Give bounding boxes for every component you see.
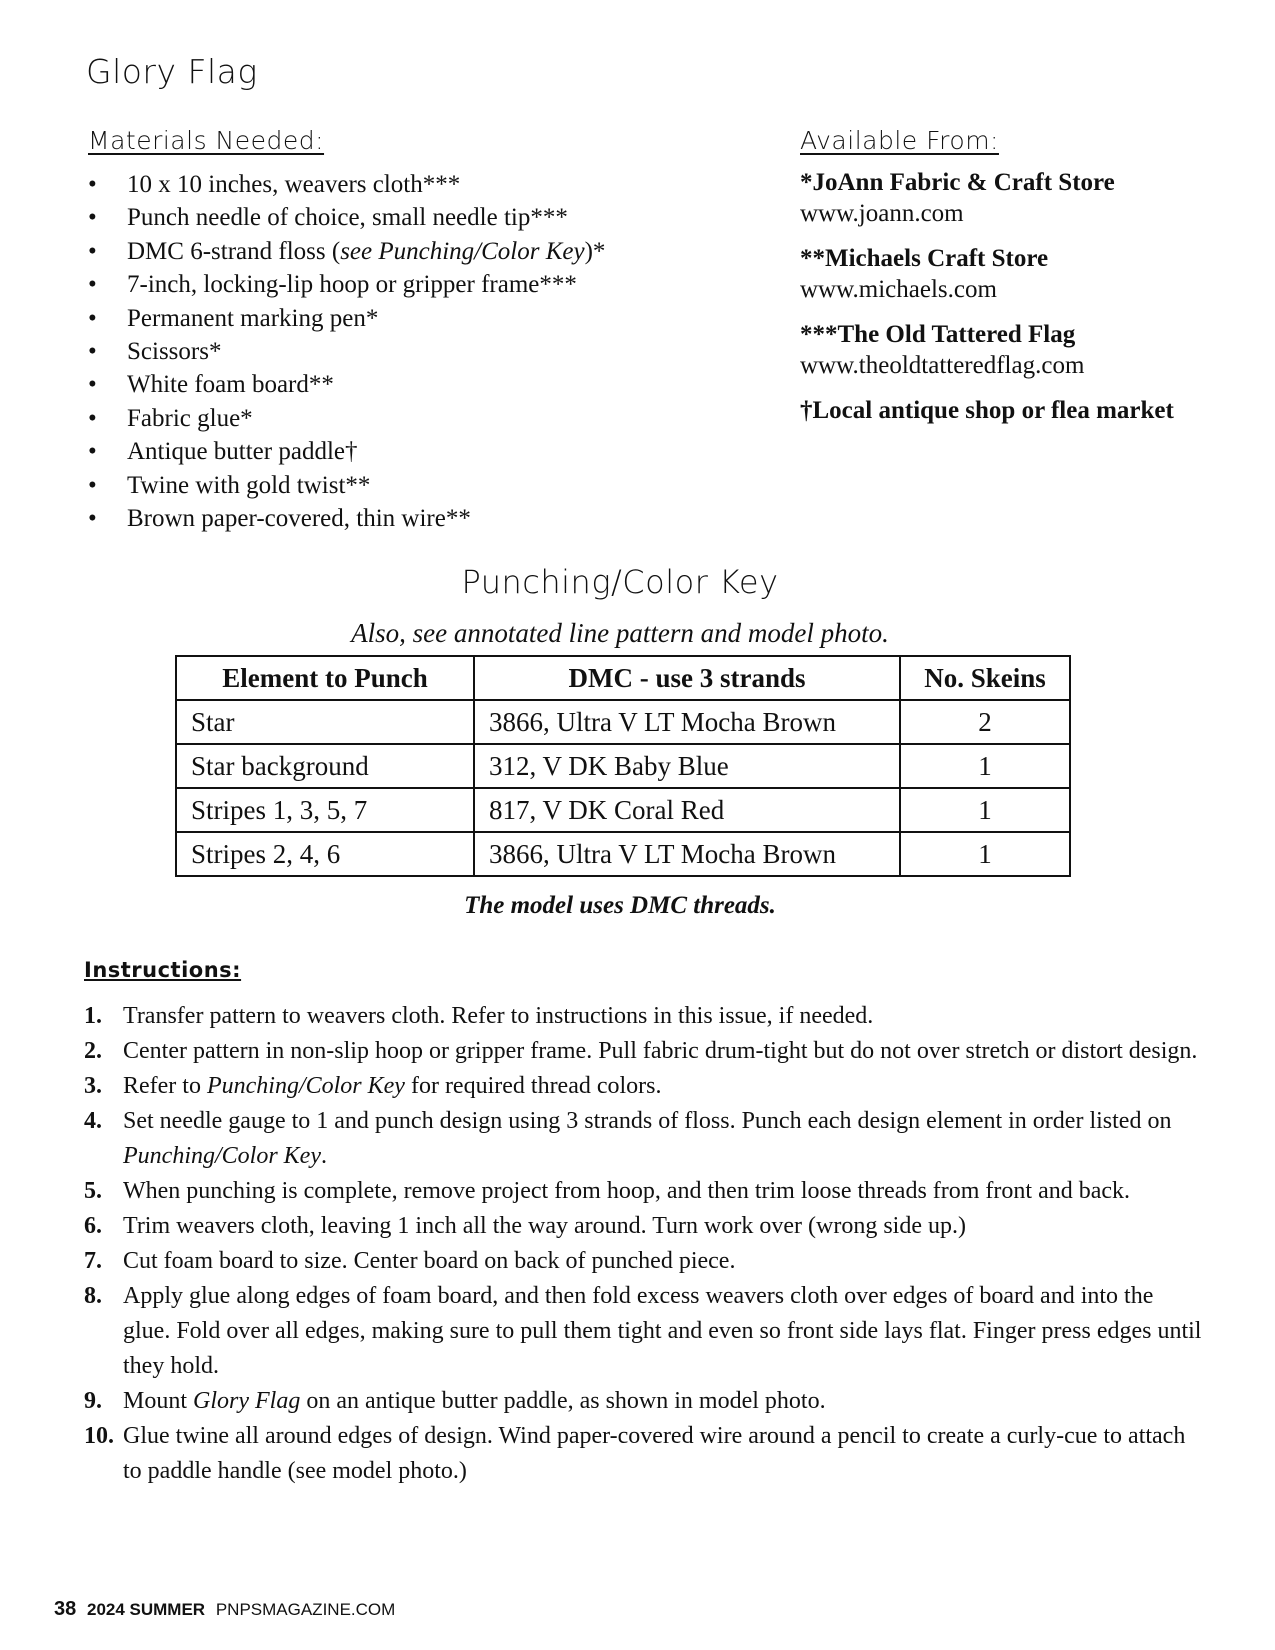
color-key-note: The model uses DMC threads. bbox=[464, 892, 776, 919]
list-item: • Antique butter paddle† bbox=[88, 435, 605, 468]
color-key-title: Punching/Color Key bbox=[461, 563, 779, 601]
list-item-text: DMC 6-strand floss (see Punching/Color Key)* bbox=[127, 237, 606, 265]
table-cell: Star bbox=[176, 700, 474, 744]
table-cell: 1 bbox=[900, 832, 1070, 876]
step-text: . bbox=[320, 1143, 327, 1169]
step-text: on an antique butter paddle, as shown in model photo. bbox=[300, 1388, 826, 1414]
instruction-step bbox=[84, 1104, 1204, 1174]
source-url: www.michaels.com bbox=[800, 276, 997, 303]
source-name: †Local antique shop or flea market bbox=[800, 397, 1174, 424]
table-cell: 3866, Ultra V LT Mocha Brown bbox=[474, 832, 900, 876]
source-name: *JoAnn Fabric & Craft Store bbox=[800, 169, 1115, 196]
step-text-emphasis: Glory Flag bbox=[193, 1388, 301, 1414]
step-text: Apply glue along edges of foam board, and then fold excess weavers cloth over edges of board and into the glue. Fold over all edges, making sure to pull them tight and even so front side lays flat. Finger press edges until they hold. bbox=[123, 1283, 1202, 1379]
list-item: • Punch needle of choice, small needle tip*** bbox=[88, 201, 605, 234]
list-item: • Brown paper-covered, thin wire** bbox=[88, 502, 605, 535]
table-cell: Stripes 1, 3, 5, 7 bbox=[176, 788, 474, 832]
column-header: DMC - use 3 strands bbox=[474, 656, 900, 700]
column-header: Element to Punch bbox=[176, 656, 474, 700]
list-item: • Permanent marking pen* bbox=[88, 302, 605, 335]
table-cell: Star background bbox=[176, 744, 474, 788]
instruction-step bbox=[84, 1069, 1204, 1104]
instruction-step bbox=[84, 1034, 1204, 1069]
step-text: When punching is complete, remove project from hoop, and then trim loose threads from front and back. bbox=[123, 1178, 1131, 1204]
step-number: 1. bbox=[84, 1003, 102, 1029]
list-item: • 10 x 10 inches, weavers cloth*** bbox=[88, 168, 605, 201]
step-text-emphasis: Punching/Color Key bbox=[206, 1073, 405, 1099]
instruction-step bbox=[84, 1244, 1204, 1279]
list-item: • 7-inch, locking-lip hoop or gripper frame*** bbox=[88, 268, 605, 301]
color-key-table bbox=[175, 655, 1071, 877]
table-cell: 3866, Ultra V LT Mocha Brown bbox=[474, 700, 900, 744]
source-item bbox=[800, 243, 1174, 305]
step-text: Set needle gauge to 1 and punch design using 3 strands of floss. Punch each design element in order listed on bbox=[123, 1108, 1172, 1134]
step-text: Glue twine all around edges of design. Wind paper-covered wire around a pencil to create a curly-cue to attach to paddle handle (see model photo.) bbox=[123, 1423, 1186, 1484]
materials-list bbox=[88, 168, 605, 535]
source-item bbox=[800, 395, 1174, 427]
table-cell: 1 bbox=[900, 788, 1070, 832]
step-number: 10. bbox=[84, 1423, 114, 1449]
source-item bbox=[800, 167, 1174, 229]
step-number: 7. bbox=[84, 1248, 102, 1274]
step-text: Cut foam board to size. Center board on back of punched piece. bbox=[123, 1248, 736, 1274]
page-title: Glory Flag bbox=[86, 52, 258, 91]
list-item bbox=[88, 235, 605, 268]
source-item bbox=[800, 319, 1174, 381]
table-row bbox=[176, 832, 1070, 876]
step-number: 3. bbox=[84, 1073, 102, 1099]
available-heading: Available From: bbox=[800, 126, 999, 155]
instruction-step bbox=[84, 1279, 1204, 1384]
step-text: Transfer pattern to weavers cloth. Refer to instructions in this issue, if needed. bbox=[123, 1003, 874, 1029]
instructions-list bbox=[84, 999, 1204, 1489]
instruction-step bbox=[84, 999, 1204, 1034]
table-cell: 312, V DK Baby Blue bbox=[474, 744, 900, 788]
list-item: • White foam board** bbox=[88, 368, 605, 401]
table-cell: 2 bbox=[900, 700, 1070, 744]
table-header-row bbox=[176, 656, 1070, 700]
source-name: **Michaels Craft Store bbox=[800, 245, 1049, 272]
step-number: 5. bbox=[84, 1178, 102, 1204]
table-row bbox=[176, 700, 1070, 744]
instructions-heading: Instructions: bbox=[84, 958, 242, 982]
list-item: • Scissors* bbox=[88, 335, 605, 368]
instruction-step bbox=[84, 1174, 1204, 1209]
list-item: • Twine with gold twist** bbox=[88, 469, 605, 502]
website-label: PNPSMAGAZINE.COM bbox=[215, 1600, 396, 1619]
source-url: www.theoldtatteredflag.com bbox=[800, 352, 1085, 379]
table-row bbox=[176, 744, 1070, 788]
source-name: ***The Old Tattered Flag bbox=[800, 321, 1076, 348]
step-text: Center pattern in non-slip hoop or gripper frame. Pull fabric drum-tight but do not over stretch or distort design. bbox=[123, 1038, 1198, 1064]
step-text: for required thread colors. bbox=[404, 1073, 662, 1099]
step-number: 2. bbox=[84, 1038, 102, 1064]
table-cell: 817, V DK Coral Red bbox=[474, 788, 900, 832]
table-cell: Stripes 2, 4, 6 bbox=[176, 832, 474, 876]
step-number: 6. bbox=[84, 1213, 102, 1239]
step-number: 9. bbox=[84, 1388, 102, 1414]
list-item-emphasis: see Punching/Color Key bbox=[340, 237, 585, 265]
source-url: www.joann.com bbox=[800, 200, 964, 227]
step-number: 4. bbox=[84, 1108, 102, 1134]
step-text: Mount bbox=[123, 1388, 194, 1414]
page-number: 38 bbox=[54, 1598, 77, 1620]
instruction-step bbox=[84, 1419, 1204, 1489]
list-item: • Fabric glue* bbox=[88, 402, 605, 435]
issue-label: 2024 SUMMER bbox=[86, 1600, 206, 1619]
page-footer bbox=[54, 1598, 395, 1621]
column-header: No. Skeins bbox=[900, 656, 1070, 700]
table-cell: 1 bbox=[900, 744, 1070, 788]
step-text: Refer to bbox=[123, 1073, 207, 1099]
step-text-emphasis: Punching/Color Key bbox=[123, 1143, 321, 1169]
instruction-step bbox=[84, 1384, 1204, 1419]
sources-list bbox=[800, 167, 1174, 441]
color-key-subtitle: Also, see annotated line pattern and model photo. bbox=[351, 618, 889, 648]
step-number: 8. bbox=[84, 1283, 102, 1309]
instruction-step bbox=[84, 1209, 1204, 1244]
table-row bbox=[176, 788, 1070, 832]
step-text: Trim weavers cloth, leaving 1 inch all the way around. Turn work over (wrong side up.) bbox=[123, 1213, 966, 1239]
materials-heading: Materials Needed: bbox=[88, 126, 325, 155]
